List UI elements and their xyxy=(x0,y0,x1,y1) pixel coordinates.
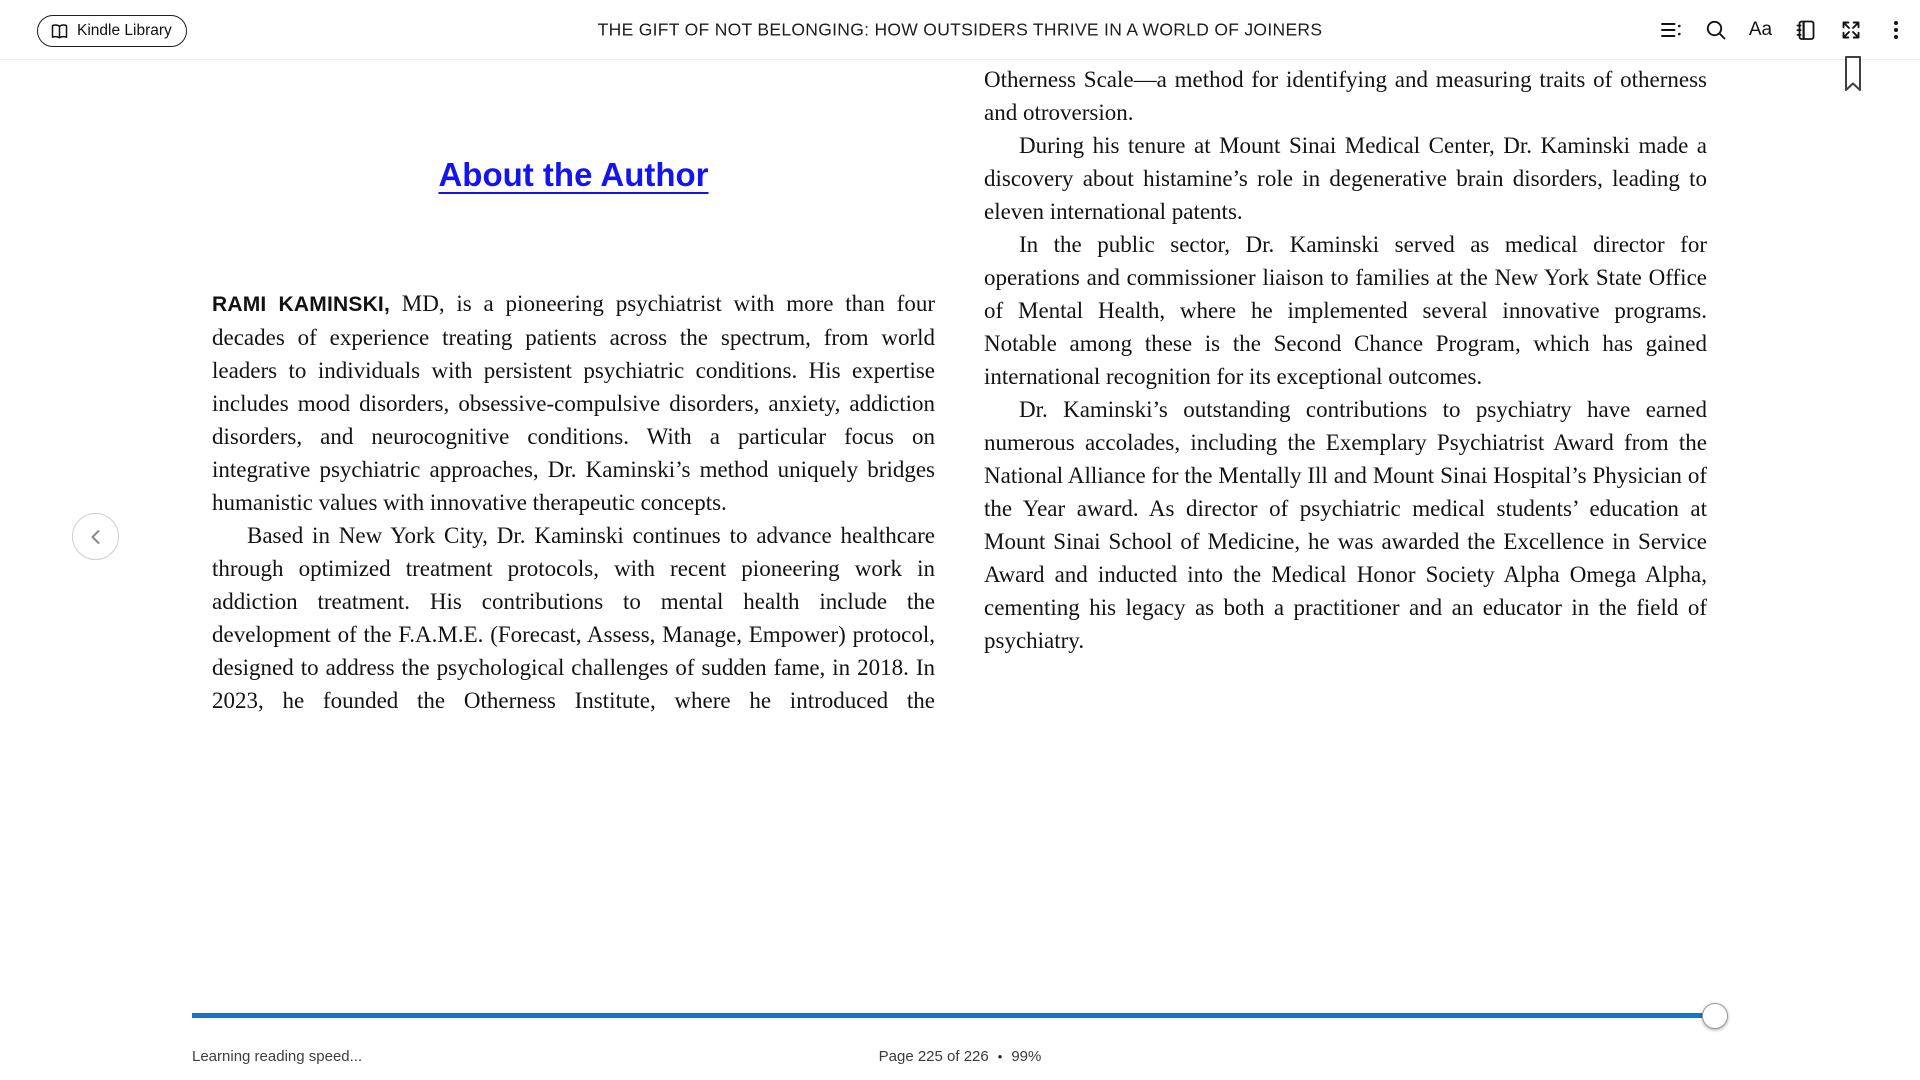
percent-read-text: 99% xyxy=(1011,1048,1042,1065)
notebook-icon[interactable] xyxy=(1793,14,1818,46)
kindle-library-label: Kindle Library xyxy=(77,22,172,39)
kindle-library-button[interactable] xyxy=(37,15,187,47)
bookmark-icon[interactable] xyxy=(1843,56,1863,97)
author-bio-paragraph: During his tenure at Mount Sinai Medical Center, Dr. Kaminski made a discovery about histamine’s role in degenerative brain disorders, leading to eleven international patents. xyxy=(984,133,1707,224)
author-bio-paragraph: In the public sector, Dr. Kaminski served as medical director for operations and commissioner liaison to families at the New York State Office of Mental Health, where he implemented several innovative programs. Notable among these is the Second Chance Program, which has gained international recognition for its exceptional outcomes. xyxy=(984,232,1707,389)
page-column-right xyxy=(984,60,1707,657)
open-book-icon xyxy=(50,22,69,41)
header-actions xyxy=(1658,0,1908,60)
aa-label: Aa xyxy=(1748,19,1773,40)
progress-fill xyxy=(192,1013,1715,1018)
chapter-heading-link: About the Author xyxy=(438,156,709,193)
font-settings-button[interactable] xyxy=(1748,14,1773,46)
fullscreen-icon[interactable] xyxy=(1838,14,1863,46)
reading-progress-slider[interactable] xyxy=(192,1003,1730,1029)
search-icon[interactable] xyxy=(1703,14,1728,46)
author-bio-paragraph: Based in New York City, Dr. Kaminski continues to advance healthcare through optimized treatment protocols, with recent pioneering work in addiction treatment. His contributions to mental health include the development of the F.A.M.E. (Forecast, Assess, Manage, Empower) protocol, designed to address the psychological challenges of sudden fame, in 2018. In 2023, he founded the Otherness Institute, where he introduced the xyxy=(212,523,935,713)
author-bio-paragraph: Dr. Kaminski’s outstanding contributions to psychiatry have earned numerous accolades, including the Exemplary Psychiatrist Award from the National Alliance for the Mentally Ill and Mount Sinai Hospital’s Physician of the Year award. As director of psychiatric medical students’ education at Mount Sinai School of Medicine, he was awarded the Excellence in Service Award and inducted into the Medical Honor Society Alpha Omega Alpha, cementing his legacy as both a practitioner and an educator in the field of psychiatry. xyxy=(984,397,1707,653)
top-bar xyxy=(0,0,1920,60)
more-icon[interactable] xyxy=(1883,14,1908,46)
toc-icon[interactable] xyxy=(1658,14,1683,46)
book-title: THE GIFT OF NOT BELONGING: HOW OUTSIDERS THRIVE IN A WORLD OF JOINERS xyxy=(597,19,1323,39)
bullet-separator: • xyxy=(997,1049,1003,1064)
author-bio-paragraph xyxy=(212,287,935,519)
page-number-text: Page 225 of 226 xyxy=(878,1048,989,1065)
progress-knob[interactable] xyxy=(1702,1003,1728,1029)
page-indicator xyxy=(0,1048,1920,1065)
page-column-left xyxy=(212,60,935,717)
previous-page-button[interactable] xyxy=(72,513,119,560)
reading-speed-status: Learning reading speed... xyxy=(192,1048,363,1065)
author-bio-paragraph: Otherness Scale—a method for identifying and measuring traits of otherness and otroversion. xyxy=(984,67,1707,125)
author-name-lead: RAMI KAMINSKI, xyxy=(212,293,391,316)
author-bio-text: MD, is a pioneering psychiatrist with more than four decades of experience treating patients across the spectrum, from world leaders to individuals with persistent psychiatric conditions. His expertise includes mood disorders, obsessive-compulsive disorders, anxiety, addiction disorders, and neurocognitive conditions. With a particular focus on integrative psychiatric approaches, Dr. Kaminski’s method uniquely bridges humanistic values with innovative therapeutic concepts. xyxy=(212,291,935,515)
